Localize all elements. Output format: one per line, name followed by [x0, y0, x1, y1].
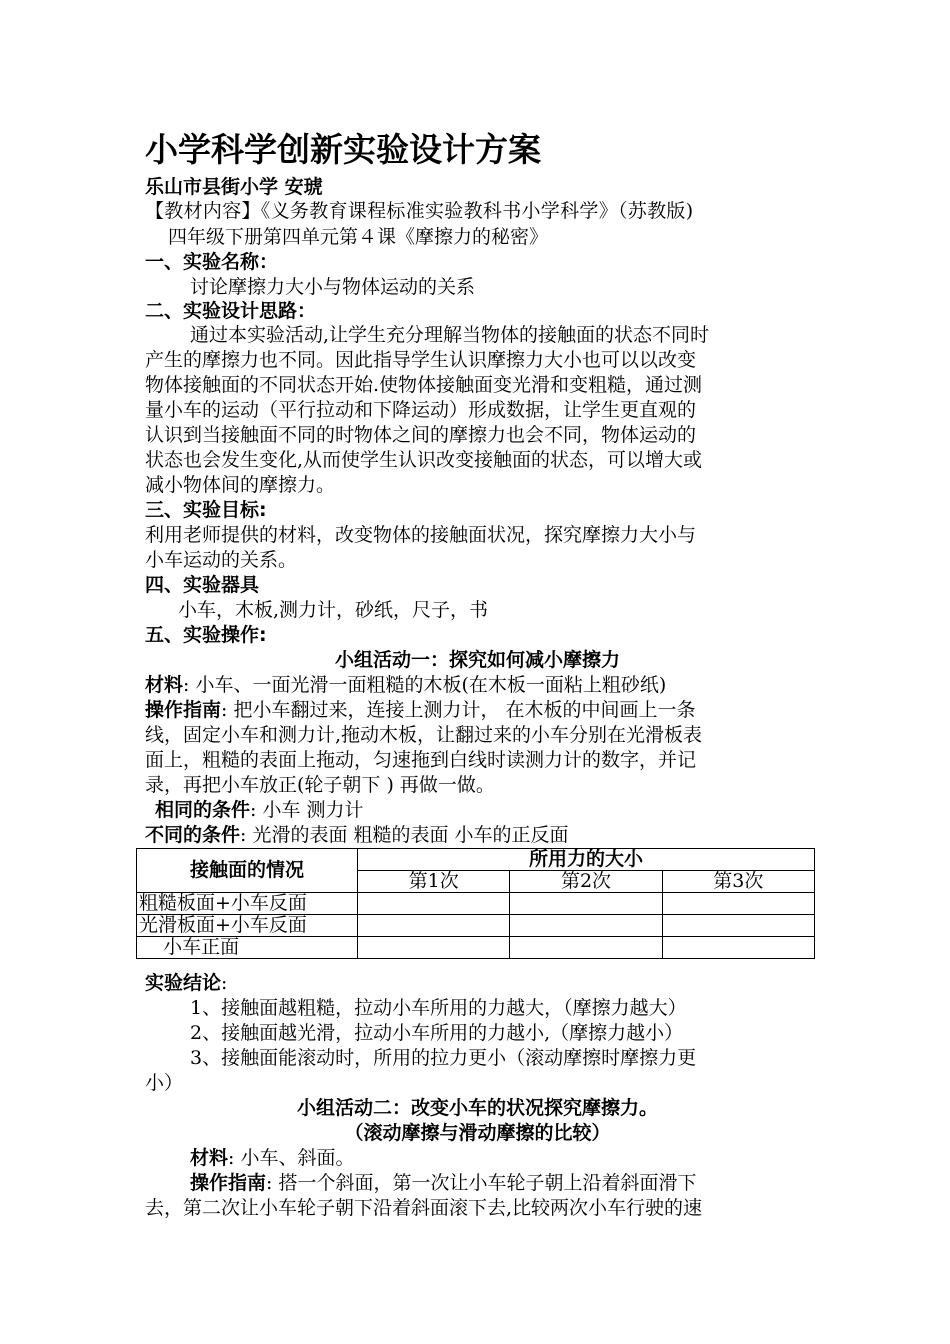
section-4-heading: 四、实验器具 [145, 574, 260, 596]
section-3-line: 小车运动的关系。 [145, 549, 298, 571]
guide-label: 操作指南 [190, 1172, 267, 1194]
diff-label: 不同的条件 [145, 824, 241, 846]
different-conditions [145, 824, 569, 847]
activity-1-guide-line: 录，再把小车放正(轮子朝下 ) 再做一做。 [145, 774, 495, 796]
activity-2-guide-line: 去，第二次让小车轮子朝下沿着斜面滚下去,比较两次小车行驶的速 [145, 1197, 703, 1219]
conclusion-tail: 小） [145, 1072, 184, 1094]
activity-1-guide-line: 线，固定小车和测力计,拖动木板，让翻过来的小车分别在光滑板表 [145, 724, 703, 746]
conclusion-line: 3、接触面能滚动时，所用的拉力更小（滚动摩擦时摩擦力更 [190, 1047, 697, 1069]
section-5-heading: 五、实验操作: [145, 624, 267, 646]
section-2-line: 产生的摩擦力也不同。因此指导学生认识摩擦力大小也可以以改变 [145, 349, 697, 371]
section-1-body: 讨论摩擦力大小与物体运动的关系 [190, 276, 476, 298]
table-subheader: 第2次 [510, 871, 662, 893]
author-line: 乐山市县街小学 安琥 [145, 176, 323, 198]
table-cell [358, 937, 510, 959]
table-header-force: 所用力的大小 [358, 849, 815, 871]
conclusion-label: 实验结论 [145, 972, 222, 994]
same-conditions [155, 799, 364, 822]
conclusion-line: 2、接触面越光滑，拉动小车所用的力越小,（摩擦力越小） [190, 1022, 684, 1044]
conclusion-line: 1、接触面越粗糙，拉动小车所用的力越大，（摩擦力越大） [190, 997, 687, 1019]
section-2-line: 通过本实验活动,让学生充分理解当物体的接触面的状态不同时 [190, 324, 710, 346]
table-row-label: 粗糙板面+小车反面 [137, 893, 358, 915]
table-header-surface: 接触面的情况 [137, 849, 358, 893]
table-row-label: 小车正面 [137, 937, 358, 959]
section-2-line: 量小车的运动（平行拉动和下降运动）形成数据，让学生更直观的 [145, 399, 697, 421]
activity-2-title: 小组活动二：改变小车的状况探究摩擦力。 [296, 1097, 658, 1119]
table-cell [358, 893, 510, 915]
activity-1-guide [145, 699, 696, 722]
activity-2-material [190, 1147, 354, 1170]
material-label: 材料 [190, 1147, 229, 1169]
activity-2-subtitle: （滚动摩擦与滑动摩擦的比较） [344, 1122, 611, 1144]
material-text: : 小车、斜面。 [228, 1147, 355, 1169]
material-text: : 小车、一面光滑一面粗糙的木板(在木板一面粘上粗砂纸) [183, 674, 667, 696]
same-text: : 小车 测力计 [250, 799, 364, 821]
conclusion-heading [145, 972, 227, 995]
table-row [137, 937, 815, 959]
table-cell [662, 937, 814, 959]
conclusion-colon: : [221, 972, 228, 994]
activity-1-guide-line: 面上，粗糙的表面上拖动，匀速拖到白线时读测力计的数字，并记 [145, 749, 697, 771]
section-2-line: 认识到当接触面不同的时物体之间的摩擦力也会不同，物体运动的 [145, 424, 697, 446]
guide-text: : 搭一个斜面，第一次让小车轮子朝上沿着斜面滑下 [266, 1172, 697, 1194]
section-1-heading: 一、实验名称： [145, 251, 279, 273]
table-row [137, 893, 815, 915]
table-row-label: 光滑板面+小车反面 [137, 915, 358, 937]
section-3-heading: 三、实验目标: [145, 499, 267, 521]
same-label: 相同的条件 [155, 799, 251, 821]
section-4-body: 小车，木板,测力计，砂纸，尺子，书 [178, 599, 489, 621]
material-label: 材料 [145, 674, 184, 696]
section-2-line: 状态也会发生变化,从而使学生认识改变接触面的状态，可以增大或 [145, 449, 703, 471]
activity-2-guide [190, 1172, 696, 1195]
results-table [136, 848, 815, 959]
textbook-line-1: 【教材内容】《义务教育课程标准实验教科书小学科学》（苏教版) [145, 200, 694, 222]
section-2-line: 减小物体间的摩擦力。 [145, 474, 336, 496]
table-cell [510, 915, 662, 937]
table-subheader: 第3次 [662, 871, 814, 893]
section-3-line: 利用老师提供的材料，改变物体的接触面状况，探究摩擦力大小与 [145, 524, 697, 546]
guide-text: : 把小车翻过来，连接上测力计， 在木板的中间画上一条 [221, 699, 696, 721]
table-header-row [137, 849, 815, 871]
table-cell [510, 937, 662, 959]
guide-label: 操作指南 [145, 699, 222, 721]
textbook-line-2: 四年级下册第四单元第４课《摩擦力的秘密》 [168, 226, 549, 248]
table-cell [662, 915, 814, 937]
table-row [137, 915, 815, 937]
activity-1-material [145, 674, 666, 697]
table-cell [510, 893, 662, 915]
table-cell [662, 893, 814, 915]
page-title: 小学科学创新实验设计方案 [145, 130, 541, 169]
section-2-heading: 二、实验设计思路： [145, 300, 317, 322]
table-subheader: 第1次 [358, 871, 510, 893]
activity-1-title: 小组活动一：探究如何减小摩擦力 [334, 649, 620, 671]
table-cell [358, 915, 510, 937]
section-2-line: 物体接触面的不同状态开始.使物体接触面变光滑和变粗糙，通过测 [145, 374, 703, 396]
diff-text: : 光滑的表面 粗糙的表面 小车的正反面 [240, 824, 569, 846]
